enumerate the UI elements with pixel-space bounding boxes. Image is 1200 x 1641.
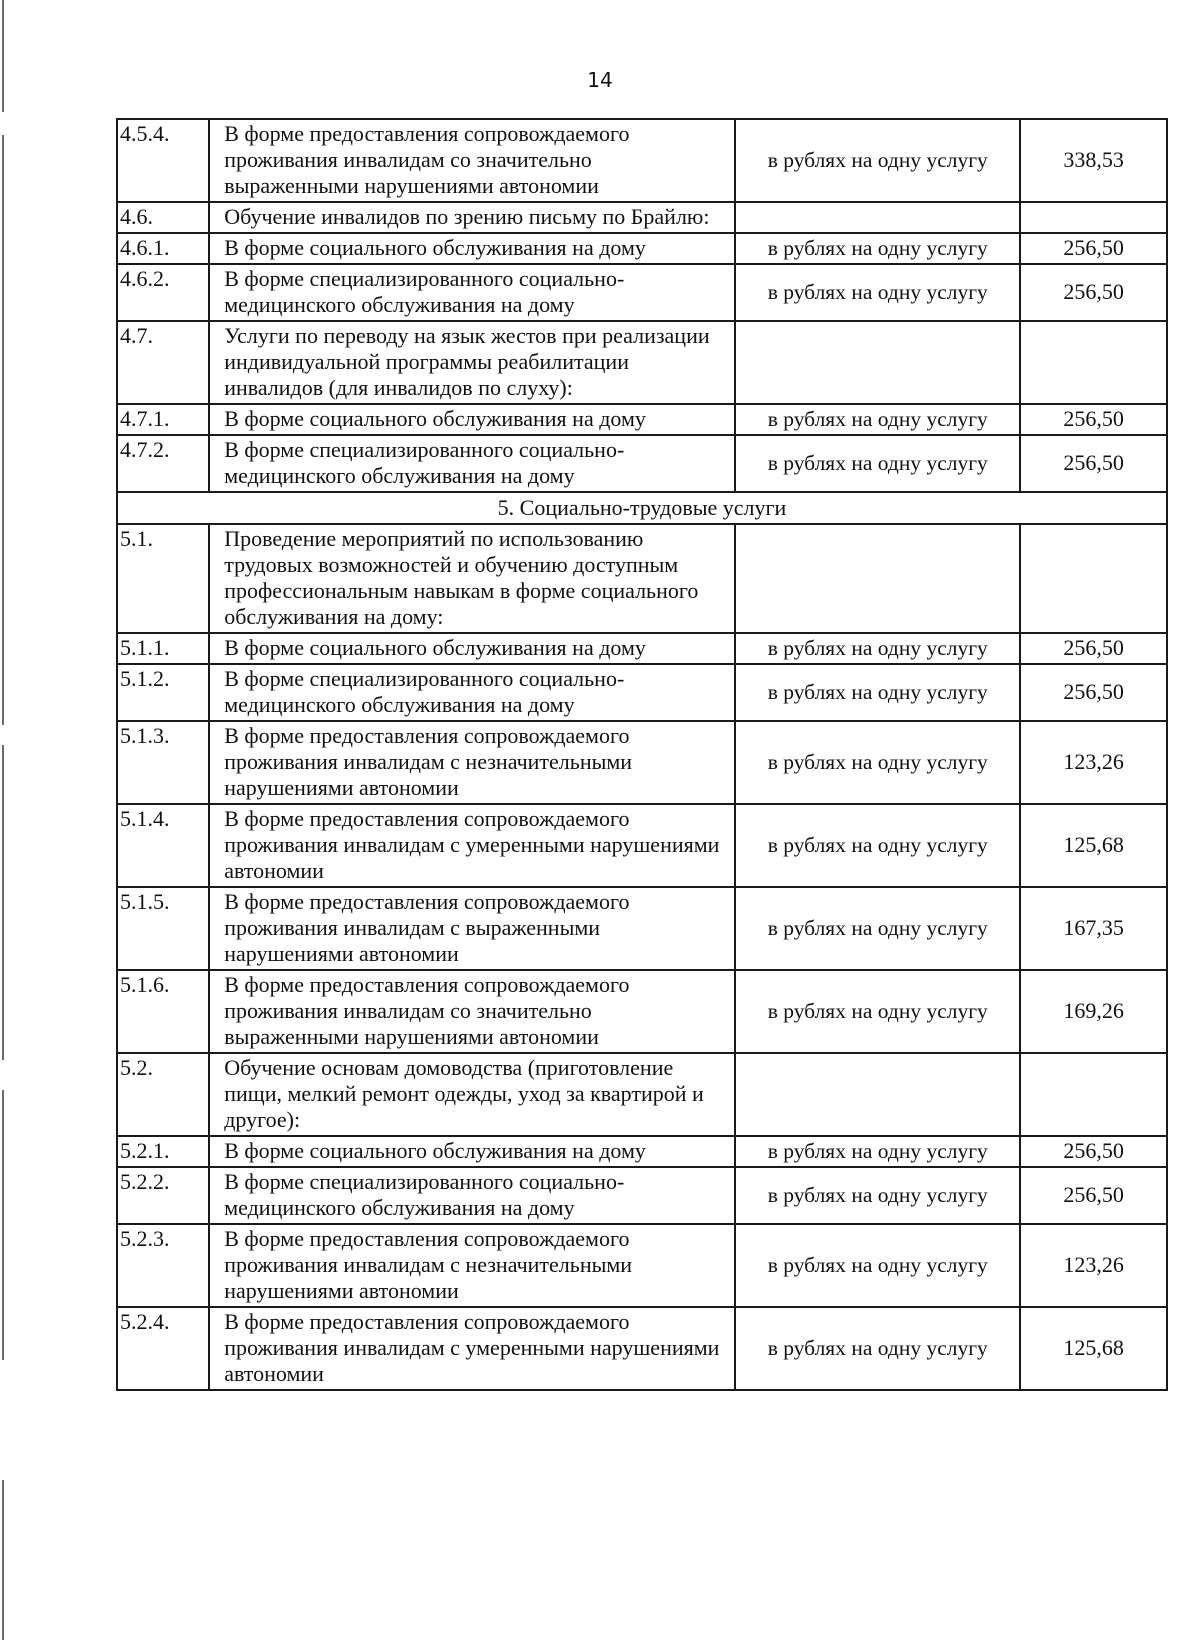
row-number: 5.1. (117, 524, 209, 633)
section-heading-row (117, 492, 1167, 524)
unit-of-measure: в рублях на одну услугу (735, 119, 1020, 202)
service-name: В форме социального обслуживания на дому (209, 404, 735, 435)
tariff-value: 338,53 (1020, 119, 1167, 202)
tariff-value (1020, 202, 1167, 233)
table-row (117, 233, 1167, 264)
service-name: В форме специализированного социально-медицинского обслуживания на дому (209, 664, 735, 721)
table-row (117, 264, 1167, 321)
service-name: Проведение мероприятий по использованию трудовых возможностей и обучению доступным профессиональным навыкам в форме социального обслуживания на дому: (209, 524, 735, 633)
table-row (117, 633, 1167, 664)
scan-margin-line (2, 1090, 4, 1360)
table-row (117, 321, 1167, 404)
tariff-rows-section-5 (117, 524, 1167, 1390)
scan-margin-line (2, 135, 4, 725)
row-number: 5.2.1. (117, 1136, 209, 1167)
unit-of-measure (735, 1053, 1020, 1136)
unit-of-measure: в рублях на одну услугу (735, 970, 1020, 1053)
unit-of-measure: в рублях на одну услугу (735, 664, 1020, 721)
row-number: 4.6.2. (117, 264, 209, 321)
service-name: В форме предоставления сопровождаемого проживания инвалидам со значительно выраженными нарушениями автономии (209, 119, 735, 202)
service-name: Услуги по переводу на язык жестов при реализации индивидуальной программы реабилитации инвалидов (для инвалидов по слуху): (209, 321, 735, 404)
tariff-value: 256,50 (1020, 435, 1167, 492)
row-number: 5.1.2. (117, 664, 209, 721)
unit-of-measure: в рублях на одну услугу (735, 404, 1020, 435)
service-name: В форме предоставления сопровождаемого проживания инвалидам с умеренными нарушениями автономии (209, 1307, 735, 1390)
service-name: В форме социального обслуживания на дому (209, 633, 735, 664)
service-name: Обучение основам домоводства (приготовление пищи, мелкий ремонт одежды, уход за квартирой и другое): (209, 1053, 735, 1136)
unit-of-measure: в рублях на одну услугу (735, 1167, 1020, 1224)
table-row (117, 1136, 1167, 1167)
tariff-value (1020, 321, 1167, 404)
table-row (117, 524, 1167, 633)
row-number: 4.7.1. (117, 404, 209, 435)
tariff-rows-section-4 (117, 119, 1167, 492)
tariff-value: 256,50 (1020, 1167, 1167, 1224)
tariff-value: 256,50 (1020, 264, 1167, 321)
tariff-value: 125,68 (1020, 1307, 1167, 1390)
unit-of-measure: в рублях на одну услугу (735, 887, 1020, 970)
service-name: Обучение инвалидов по зрению письму по Брайлю: (209, 202, 735, 233)
tariff-table (116, 118, 1168, 1391)
service-name: В форме предоставления сопровождаемого проживания инвалидам с незначительными нарушениями автономии (209, 1224, 735, 1307)
tariff-value: 256,50 (1020, 233, 1167, 264)
unit-of-measure: в рублях на одну услугу (735, 435, 1020, 492)
service-name: В форме предоставления сопровождаемого проживания инвалидам с умеренными нарушениями автономии (209, 804, 735, 887)
table-row (117, 887, 1167, 970)
table-row (117, 1307, 1167, 1390)
unit-of-measure: в рублях на одну услугу (735, 1136, 1020, 1167)
unit-of-measure (735, 524, 1020, 633)
row-number: 5.2.4. (117, 1307, 209, 1390)
section-heading-group (117, 492, 1167, 524)
row-number: 5.1.3. (117, 721, 209, 804)
tariff-value: 123,26 (1020, 721, 1167, 804)
service-name: В форме специализированного социально-медицинского обслуживания на дому (209, 264, 735, 321)
service-name: В форме предоставления сопровождаемого проживания инвалидам с выраженными нарушениями автономии (209, 887, 735, 970)
tariff-value (1020, 524, 1167, 633)
row-number: 4.7.2. (117, 435, 209, 492)
service-name: В форме социального обслуживания на дому (209, 1136, 735, 1167)
section-heading: 5. Социально-трудовые услуги (117, 492, 1167, 524)
table-row (117, 1167, 1167, 1224)
table-row (117, 435, 1167, 492)
unit-of-measure: в рублях на одну услугу (735, 233, 1020, 264)
tariff-value: 169,26 (1020, 970, 1167, 1053)
table-row (117, 119, 1167, 202)
tariff-value: 256,50 (1020, 664, 1167, 721)
row-number: 5.1.6. (117, 970, 209, 1053)
table-row (117, 1224, 1167, 1307)
tariff-value: 256,50 (1020, 633, 1167, 664)
row-number: 5.2.2. (117, 1167, 209, 1224)
service-name: В форме предоставления сопровождаемого проживания инвалидам с незначительными нарушениями автономии (209, 721, 735, 804)
row-number: 4.7. (117, 321, 209, 404)
unit-of-measure: в рублях на одну услугу (735, 264, 1020, 321)
unit-of-measure (735, 321, 1020, 404)
scan-margin-line (2, 745, 4, 1060)
unit-of-measure: в рублях на одну услугу (735, 804, 1020, 887)
service-name: В форме социального обслуживания на дому (209, 233, 735, 264)
tariff-value: 256,50 (1020, 1136, 1167, 1167)
service-name: В форме специализированного социально-медицинского обслуживания на дому (209, 1167, 735, 1224)
table-row (117, 664, 1167, 721)
row-number: 4.6. (117, 202, 209, 233)
tariff-value (1020, 1053, 1167, 1136)
row-number: 4.6.1. (117, 233, 209, 264)
table-row (117, 721, 1167, 804)
tariff-value: 125,68 (1020, 804, 1167, 887)
scan-margin-line (2, 0, 4, 112)
tariff-value: 167,35 (1020, 887, 1167, 970)
table-row (117, 202, 1167, 233)
table-row (117, 1053, 1167, 1136)
unit-of-measure (735, 202, 1020, 233)
tariff-value: 256,50 (1020, 404, 1167, 435)
row-number: 5.2. (117, 1053, 209, 1136)
row-number: 5.1.1. (117, 633, 209, 664)
service-name: В форме предоставления сопровождаемого проживания инвалидам со значительно выраженными нарушениями автономии (209, 970, 735, 1053)
tariff-value: 123,26 (1020, 1224, 1167, 1307)
page-number: 14 (587, 68, 613, 92)
service-name: В форме специализированного социально-медицинского обслуживания на дому (209, 435, 735, 492)
unit-of-measure: в рублях на одну услугу (735, 721, 1020, 804)
unit-of-measure: в рублях на одну услугу (735, 1224, 1020, 1307)
unit-of-measure: в рублях на одну услугу (735, 633, 1020, 664)
row-number: 5.2.3. (117, 1224, 209, 1307)
row-number: 5.1.5. (117, 887, 209, 970)
table-row (117, 404, 1167, 435)
unit-of-measure: в рублях на одну услугу (735, 1307, 1020, 1390)
table-row (117, 804, 1167, 887)
row-number: 5.1.4. (117, 804, 209, 887)
scan-margin-line (2, 1480, 4, 1640)
table-row (117, 970, 1167, 1053)
row-number: 4.5.4. (117, 119, 209, 202)
